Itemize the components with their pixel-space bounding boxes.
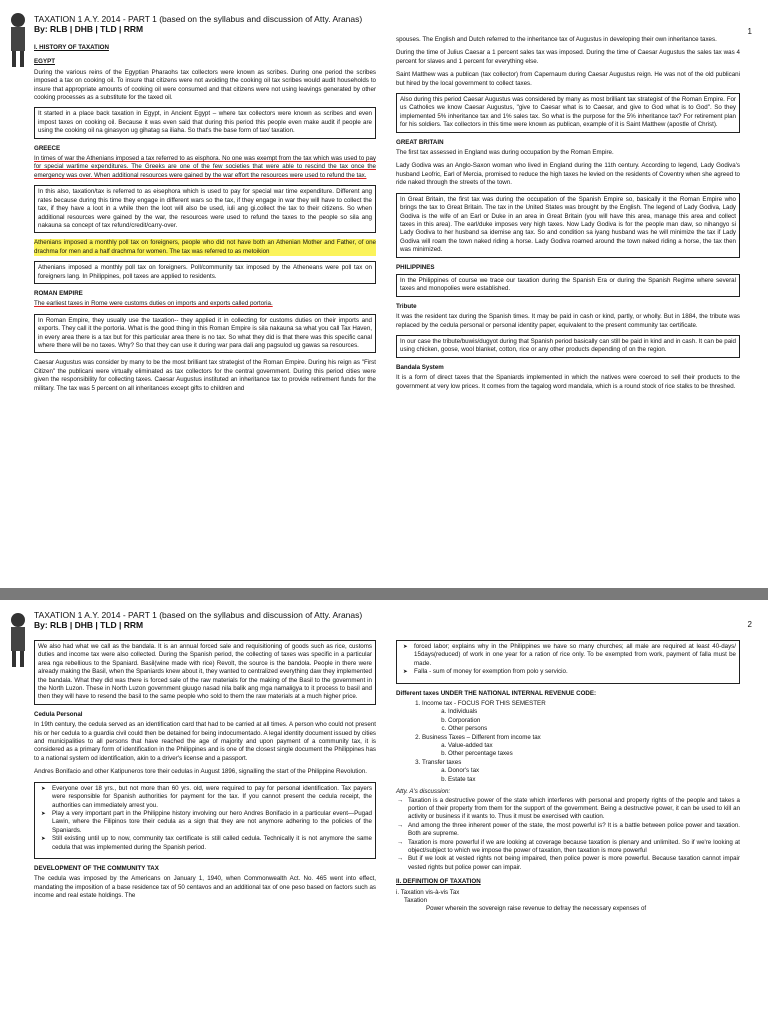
page-header xyxy=(34,14,362,34)
tribute-box: In our case the tribute/buwis/dugyot during that Spanish period basically can still be paid in kind and in cash. It can be paid using chicken, goose, wool blanket, cotton, rice or any other products depending of on the region. xyxy=(396,335,740,358)
gb-box: In Great Britain, the first tax was during the occupation of the Spanish Empire so, basically it the Roman Empire who brings the tax to Great Britain. The tax in the United States was brought by the English. The legend of Lady Godiva, Lady Godiva is the wife of an Earl or Duke in an area in Great Britain (you will have this area, manage this area and collect taxes in this area). The earl/duke imposes very high taxes. Now Lady Godiva is for the people man daw, so nihangyo si Lady Godiva to her husband sa idemise ang tax. So and condition sa iyang husband was he will minimize the tax if Lady Godiva will roam the town naked riding a horse. Lady Godiva roamed around the town naked riding a horse, the tax then was minimized. xyxy=(396,193,740,258)
athens-box: Athenians imposed a monthly poll tax on foreigners. Poll/community tax imposed by the Atheneans were poll tax on foreigners lang. In Philippines, poll taxes are applied to residents. xyxy=(34,261,376,284)
athens-text: Athenians imposed a monthly poll tax on foreigners, people who did not have both an Athenian Mother and Father, of one drachma for men and a half drachma for women. The tax was referred to as metoikion xyxy=(34,239,376,255)
list-item: ➤ forced labor; explains why in the Philippines we have so many churches; all male are required at least 40-days/ 15days(reduced) of work in one year for a ration of rice only. To be exempted from work, payment of falla must be made. xyxy=(414,643,736,668)
bonifacio-text: Andres Bonifacio and other Katipuneros tore their cedulas in August 1896, signalling the start of the Philippine Revolution. xyxy=(34,768,367,776)
matthew-text: Saint Matthew was a publican (tax collector) from Capernaum during Caesar Augustus reign. He was not of the old publicani but hired by the local government to collect taxes. xyxy=(396,71,740,87)
godiva-text: Lady Godiva was an Anglo-Saxon woman who lived in England during the 11th century. According to legend, Lady Godiva's husband Leofric, Earl of Mercia, promised to reduce the high taxes he levied on the residents of Coventry when she agreed to ride naked through the streets of the town. xyxy=(396,162,740,187)
egypt-box: It started in a place back taxation in Egypt, in Ancient Egypt – where tax collectors were known as scribes and even impost taxes on cooking oil. Because it was even said that during this period this people even make audit if people are using the cooking oil na ginasyon ug gihatag sa iliaha. So that's the base form of tax/ taxation. xyxy=(34,107,376,138)
page-number: 1 xyxy=(747,27,752,36)
definition-heading: II. DEFINITION OF TAXATION xyxy=(396,878,481,886)
left-column xyxy=(34,640,376,906)
cedula-heading: Cedula Personal xyxy=(34,710,83,718)
list-item: ➤ Still existing until up to now, community tax certificate is still called cedula. Technically it is not anymore the same cedula that was implemented during the Spanish period. xyxy=(52,835,372,852)
bandala-text: It is a form of direct taxes that the Spaniards implemented in which the natives were coerced to sell their products to the government at very low prices. It comes from the tagalog word mandala, which is a round stock of rice stalks to be threshed. xyxy=(396,374,740,390)
list-item: ➤ Falla - sum of money for exemption from polo y servicio. xyxy=(414,668,736,676)
nirc-heading: Different taxes UNDER THE NATIONAL INTERNAL REVENUE CODE: xyxy=(396,689,597,697)
list-item: → Taxation is more powerful if we are looking at coverage because taxation is plenary and unlimited. So if we're looking at object/subject to which we impose the power of taxation, then taxation is more powerful xyxy=(408,839,740,856)
list-item-title: Transfer taxes xyxy=(422,758,462,766)
list-item-title: Business Taxes – Different from income tax xyxy=(422,733,541,741)
definition-item: Power wherein the sovereign raise revenue to defray the necessary expenses of xyxy=(426,905,647,913)
right-column xyxy=(396,640,740,914)
egypt-text: During the various reins of the Egyptian Pharaohs tax collectors were known as scribes. During one period the scribes imposed a tax on cooking oil. To insure that citizens were not avoiding the cooking oil tax scribes would audit households to insure that appropriate amounts of cooking oil were consumed and that citizens were not using leavings generated by other cooking processes as a substitute for the taxed oil. xyxy=(34,68,376,102)
bandala-box: We also had what we call as the bandala. It is an annual forced sale and requisitioning of goods such as rice, customs duties and income tax were also collected. During the Spanish period, the collecting of taxes was specific in a particular area nga rebellious to the Spaniard. Basil(wine made with rice) Revolt, the source is the bandola. People in there were already making the Basil, when the Spaniards knew about it, they wanted to centralized everything daw they implemented the bandala. What they did was there is forced sale of the raw materials for the making of the Basil to the government in the North Luzon. These in North Luzon government giuugo nasad nila balik ang mga namaligya to it process to basil and then they will have to resend the basil to the same people who sold to them the raw materials at a much higher price. xyxy=(34,640,376,705)
nirc-list xyxy=(396,700,740,784)
ph-heading: PHILIPPINES xyxy=(396,263,435,271)
bandala-heading: Bandala System xyxy=(396,363,444,371)
greece-heading: GREECE xyxy=(34,144,61,152)
inheritance-text: spouses. The English and Dutch referred to the inheritance tax of Augustus in developing their own inheritance taxes. xyxy=(396,36,717,43)
page-number: 2 xyxy=(747,620,752,629)
polo-box xyxy=(396,640,740,684)
page-2 xyxy=(0,600,768,1024)
tribute-heading: Tribute xyxy=(396,302,417,310)
list-item-title: Income tax - FOCUS FOR THIS SEMESTER xyxy=(422,700,546,708)
caesar-text: Caesar Augustus was consider by many to be the most brilliant tax strategist of the Roman Empire. During his reign as "First Citizen" the publicani were virtually eliminated as tax collectors for the central government. During this period cities were given the responsibility for collecting taxes. Caesar Augustus instituted an inheritance tax to provide retirement funds for the military. The tax was 5 percent on all inheritances except gifts to children and xyxy=(34,359,376,392)
list-item: a. Donor's tax xyxy=(448,767,740,775)
list-item: a. Value-added tax xyxy=(448,742,740,750)
rome-text: The earliest taxes in Rome were customs duties on imports and exports called portoria. xyxy=(34,300,273,308)
list-item: b. Other percentage taxes xyxy=(448,750,740,758)
list-item xyxy=(422,700,740,734)
ph-box: In the Philippines of course we trace our taxation during the Spanish Era or during the Spanish Regime where several taxes and monopolies were established. xyxy=(396,274,740,297)
gb-text: The first tax assessed in England was during occupation by the Roman Empire. xyxy=(396,149,614,157)
list-item: ➤ Play a very important part in the Philippine history involving our hero Andres Bonifacio in a particular event—Pugad Lawin, where the Filipinos tore their cedula as a sign that they are not anymore adhering to the policies of the Spaniards. xyxy=(52,810,372,835)
greece-text: In times of war the Athenians imposed a tax referred to as eisphora. No one was exempt from the tax which was used to pay for special wartime expenditures. The Greeks are one of the few societies that were able to rescind the tax once the emergency was over. When additional resources were gained by the war effort the resources were used to refund the tax. xyxy=(34,155,376,179)
list-item: ➤ Everyone over 18 yrs., but not more than 60 yrs. old, were required to pay for personal identification. Tax payers were responsible for Spanish authorities for payment for the tax. If you cannot present the cedula receipt, the authorities can immediately arrest you. xyxy=(52,785,372,810)
list-item xyxy=(422,734,740,759)
atty-heading: Atty. A's discussion: xyxy=(396,788,451,796)
atty-points xyxy=(396,797,740,873)
list-item: b. Estate tax xyxy=(448,776,740,784)
section-title: I. HISTORY OF TAXATION xyxy=(34,44,109,51)
community-text: The cedula was imposed by the Americans on January 1, 1940, when Commonwealth Act. No. 465 went into effect, mandating the imposition of a base residence tax of 50 centavos and an additional tax of one peso based on factors such as income and real estate holdings. The xyxy=(34,875,376,900)
list-item: b. Corporation xyxy=(448,717,740,725)
rome-box: In Roman Empire, they usually use the taxation-- they applied it in collecting for customs duties on their imports and exports. They call it the portoria. What is the good thing in this Roman Empire is sila nakauna sa what you call Tax Haven, in every area there is a tax but for this particular area there is no tax. So what they did is that there was this specific canal where there will be no taxes. Why? So that they can use it during war para dali ang pagsulod ug gawas sa resources. xyxy=(34,314,376,354)
right-column xyxy=(396,36,740,396)
egypt-heading: EGYPT xyxy=(34,58,55,66)
sales-tax-text: During the time of Julius Caesar a 1 percent sales tax was imposed. During the time of Caesar Augustus the sales tax was 4 percent for slaves and 1 percent for everything else. xyxy=(396,49,740,65)
greece-box: In this also, taxation/tax is referred to as eisephora which is used to pay for special war time expenditure. Different ang rates because during this time they engage in different wars so the tax, if they engage in war they will have to collect the tax, if they have a loot in a while then the loot will also be used, iuli ang gi.collect the tax to their citizens. So when additional resources were gained by the war, the resources were used to refund the taxes to the people so sila ang nakauna sa concept of tax refund/credit/carry-over. xyxy=(34,185,376,233)
header-authors: By: RLB | DHB | TLD | RRM xyxy=(34,24,144,34)
list-item: → And among the three inherent power of the state, the most powerful is? It is a battle between police power and taxation. Both are supreme. xyxy=(408,822,740,839)
cedula-bullets-box xyxy=(34,782,376,859)
tribute-text: It was the resident tax during the Spanish times. It may be paid in cash or kind, partly, or wholly. But in 1884, the tribute was replaced by the cedula personal or personal identity paper, equivalent to the present community tax certificate. xyxy=(396,313,740,329)
header-authors: By: RLB | DHB | TLD | RRM xyxy=(34,620,144,630)
community-heading: DEVELOPMENT OF THE COMMUNITY TAX xyxy=(34,864,159,872)
header-title: TAXATION 1 A.Y. 2014 - PART 1 (based on the syllabus and discussion of Atty. Aranas) xyxy=(34,610,363,620)
list-item: → But if we look at vested rights not being impaired, then police power is more powerful. Because taxation cannot impair vested rights but police power can impair. xyxy=(408,855,740,872)
header-title: TAXATION 1 A.Y. 2014 - PART 1 (based on the syllabus and discussion of Atty. Aranas) xyxy=(34,14,363,24)
left-column xyxy=(34,38,376,398)
list-item: → Taxation is a destructive power of the state which interferes with personal and property rights of the people and takes a portion of their property from them for the support of the government. Being a destructive power, it can be used to kill an activity or business if it wants to. Thus it must be exercised with caution. xyxy=(408,797,740,822)
definition-subheading: i. Taxation vis-à-vis Tax xyxy=(396,888,460,896)
list-item: c. Other persons xyxy=(448,725,740,733)
matthew-box: Also during this period Caesar Augustus was considered by many as most brilliant tax strategist of the Roman Empire. For us Catholics we know Caesar Augustus, "give to Caesar what is to Caesar, and give to God what is to God". So they implemented 5% inheritance tax and 1% sales tax. So what is the purpose for the 5% inheritance tax? For retirement plan for his soldiers. Tax collectors in this time were known as publican, example of it is Saint Matthew (apostle of Christ). xyxy=(396,93,740,133)
cartoon-figure-icon xyxy=(2,10,34,70)
cartoon-figure-icon xyxy=(2,610,34,670)
definition-term: Taxation xyxy=(404,896,428,904)
list-item xyxy=(422,759,740,784)
rome-heading: ROMAN EMPIRE xyxy=(34,289,83,297)
cedula-text: In 19th century, the cedula served as an identification card that had to be carried at all times. A person who could not present his or her cedula to a guardia civil could then be detained for being indocumentado. A legal identity document issued by cities and municipalities to all persons that have reached the age of majority and upon payment of a community tax, it is considered as a primary form of identification in the Philippines and is one of the closest single document the Philippines has to a national system od identification, akin to a driver's license and a passport. xyxy=(34,721,376,762)
gb-heading: GREAT BRITAIN xyxy=(396,138,444,146)
page-header xyxy=(34,610,362,630)
list-item: a. Individuals xyxy=(448,708,740,716)
